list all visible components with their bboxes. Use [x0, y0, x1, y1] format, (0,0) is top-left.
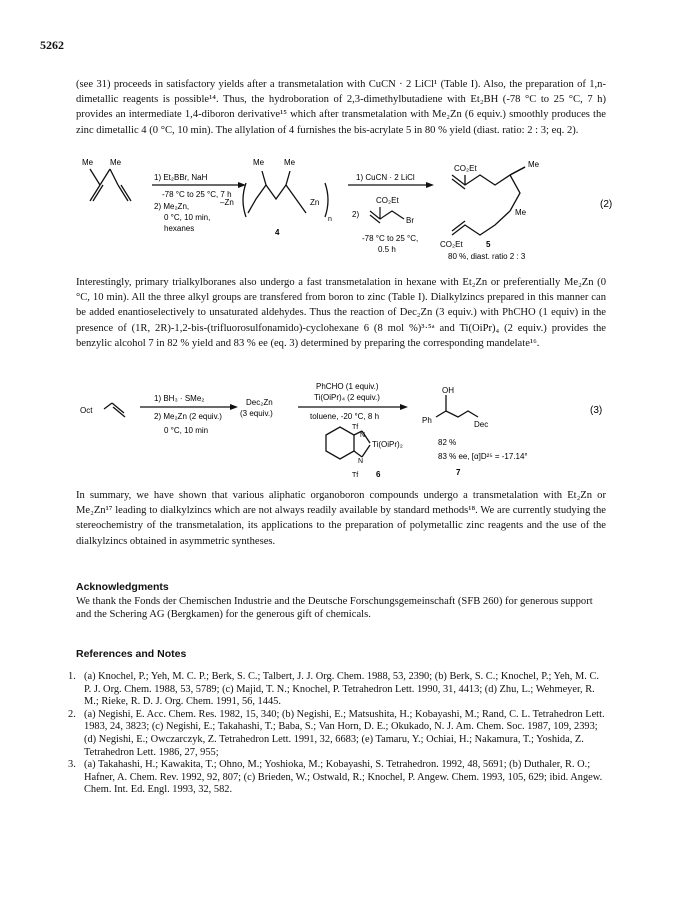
equation-number: (3) — [590, 405, 603, 416]
compound-number-4: 4 — [275, 228, 280, 237]
oh-label: OH — [442, 386, 454, 395]
acknowledgments-text: We thank the Fonds der Chemischen Industrie and the Deutsche Forschungsgemeinschaft (SFB 260) for generous support and the Schering AG (Bergkamen) for the generous gift of chemicals. — [76, 596, 593, 620]
n-label: N — [358, 458, 364, 465]
reference-number: 3. — [68, 759, 76, 771]
subscript-n: n — [328, 216, 332, 223]
scheme-label: Br — [406, 216, 414, 225]
equation-number: (2) — [600, 199, 613, 210]
scheme-ee: 83 % ee, [α]D²⁵ = -17.14° — [438, 452, 528, 461]
reference-number: 2. — [68, 708, 76, 720]
scheme-condition: 1) CuCN · 2 LiCl — [356, 173, 415, 182]
scheme-condition: 0.5 h — [378, 245, 396, 254]
page-number: 5262 — [40, 38, 64, 52]
tioipr-label: Ti(OiPr)₂ — [372, 440, 403, 449]
scheme-condition: Ti(OiPr)₄ (2 equiv.) — [314, 393, 380, 402]
references-list — [68, 671, 608, 797]
scheme-condition: 2) Me₂Zn, — [154, 202, 190, 211]
paragraph-3: In summary, we have shown that various aliphatic organoboron compounds undergo a transmetalation with Et₂Zn or Me₂Zn¹⁷ leading to dialkylzincs which are not always readily available by standard methods¹⁸. We are currently studying the stereochemistry of the transmetalation, its applications to the preparation of polymetallic zinc reagents and the use of the dialkylzincs obtained in asymmetric syntheses. — [76, 490, 606, 547]
scheme-condition: 2) Me₂Zn (2 equiv.) — [154, 412, 222, 421]
acknowledgments-heading: Acknowledgments — [76, 581, 169, 593]
reaction-scheme-2 — [70, 155, 630, 273]
scheme-label: CO₂Et — [440, 240, 463, 249]
tf-label: Tf — [352, 424, 359, 431]
scheme-condition: 1) Et₂BBr, NaH — [154, 173, 208, 182]
reference-item — [68, 671, 608, 709]
dec-label: Dec — [474, 420, 489, 429]
scheme-condition: hexanes — [164, 224, 195, 233]
oct-label: Oct — [80, 406, 93, 415]
zn-label: Zn — [310, 198, 320, 207]
references-heading: References and Notes — [76, 648, 187, 660]
scheme-condition: 2) — [352, 210, 360, 219]
reference-text: (a) Knochel, P.; Yeh, M. C. P.; Berk, S. C.; Talbert, J. J. Org. Chem. 1988, 53, 2390; (b) Berk, S. C.; Knochel, P.; Yeh, M. C. P. J. Org. Chem. 1988, 53, 5789; (c) Majid, T. N.; Knochel, P. Tetrahedron Lett. 1990, 31, 4413; (d) Zhu, L.; Wehmeyer, R. M.; Rieke, R. D. J. Org. Chem. 1991, 56, 1445. — [84, 671, 599, 708]
me-label: Me — [284, 158, 296, 167]
compound-number-5: 5 — [486, 240, 491, 249]
scheme-label: CO₂Et — [376, 196, 399, 205]
reference-item — [68, 759, 608, 797]
reference-item — [68, 709, 608, 759]
n-label: N — [360, 432, 366, 439]
tf-label: Tf — [352, 472, 359, 479]
me-label: Me — [110, 158, 122, 167]
paragraph-1: (see 31) proceeds in satisfactory yields after a transmetalation with CuCN · 2 LiCl¹ (Table I). Also, the preparation of 1,n-dimetallic reagents is possible¹⁴. Thus, the hydroboration of 2,3-dimethylbutadiene with Et₂BH (-78 °C to 25 °C, 7 h) provides an intermediate 1,4-diboron derivative¹⁵ which after transmetalation with Me₂Zn (6 equiv.) smoothly produces the zinc dimetallic 4 (0 °C, 10 min). The allylation of 4 furnishes the bis-acrylate 5 in 80 % yield (diast. ratio: 2 : 3; eq. 2). — [76, 79, 606, 136]
scheme-label: CO₂Et — [454, 164, 477, 173]
scheme-yield: 82 % — [438, 438, 457, 447]
scheme-condition: toluene, -20 °C, 8 h — [310, 412, 380, 421]
scheme-condition: 0 °C, 10 min — [164, 426, 209, 435]
scheme-condition: -78 °C to 25 °C, 7 h — [162, 190, 232, 199]
dec2zn-label: Dec₂Zn — [246, 398, 273, 407]
scheme-condition: -78 °C to 25 °C, — [362, 234, 419, 243]
compound-number-7: 7 — [456, 468, 461, 477]
reference-text: (a) Negishi, E. Acc. Chem. Res. 1982, 15, 340; (b) Negishi, E.; Matsushita, H.; Kobayashi, M.; Rand, C. L. Tetrahedron Lett. 1983, 24, 3823; (c) Negishi, E.; Takahashi, T.; Baba, S.; Van Horn, D. E.; Okukado, N. J. Am. Chem. Soc. 1987, 109, 2393; (d) Negishi, E.; Owczarczyk, Z. Tetrahedron Lett. 1991, 32, 6683; (e) Tamaru, Y.; Ochiai, H.; Nakamura, T.; Yoshida, Z. Tetrahedron Lett. 1986, 27, 955; — [84, 708, 605, 758]
scheme-condition: PhCHO (1 equiv.) — [316, 383, 379, 391]
me-label: Me — [82, 158, 94, 167]
scheme-yield: 80 %, diast. ratio 2 : 3 — [448, 252, 526, 261]
paragraph-2: Interestingly, primary trialkylboranes also undergo a fast transmetalation in hexane with Et₂Zn or preferentially Me₂Zn (0 °C, 10 min). All the three alkyl groups are transfered from boron to zinc (Table I). Dialkylzincs prepared in this manner can be added enantioselectively to unsaturated aldehydes. Thus the reaction of Dec₂Zn (3 equiv.) with PhCHO (1 equiv) in the presence of (1R, 2R)-1,2-bis-(trifluorosulfonamido)-cyclohexane 6 (8 mol %)³·⁵ᵃ and Ti(OiPr)₄ (2 equiv.) provides the benzylic alcohol 7 in 82 % yield and 83 % ee (eq. 3) determined by preparing the corresponding mandelate¹⁶. — [76, 277, 606, 349]
compound-number-6: 6 — [376, 470, 381, 479]
me-label: Me — [253, 158, 265, 167]
zn-label: –Zn — [220, 198, 234, 207]
scheme-condition: (3 equiv.) — [240, 409, 273, 418]
ph-label: Ph — [422, 416, 432, 425]
reaction-scheme-3 — [70, 383, 630, 483]
scheme-condition: 1) BH₃ · SMe₂ — [154, 394, 205, 403]
scheme-condition: 0 °C, 10 min, — [164, 213, 211, 222]
me-label: Me — [515, 208, 527, 217]
reference-text: (a) Takahashi, H.; Kawakita, T.; Ohno, M.; Yoshioka, M.; Kobayashi, S. Tetrahedron. 1992, 48, 5691; (b) Duthaler, R. O.; Hafner, A. Chem. Rev. 1992, 92, 807; (c) Brieden, W.; Ostwald, R.; Knochel, P. Angew. Chem. 1993, 105, 629; ibid. Angew. Chem. Int. Ed. Engl. 1993, 32, 582. — [84, 759, 603, 796]
reference-number: 1. — [68, 671, 76, 682]
me-label: Me — [528, 160, 540, 169]
